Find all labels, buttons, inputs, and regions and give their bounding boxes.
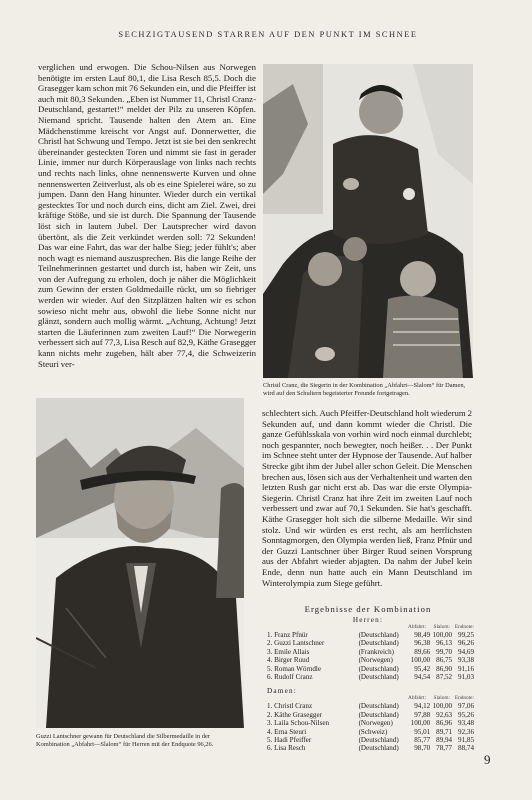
slalom-score: 86,96 [436,719,453,728]
final-score: 91,16 [458,664,474,673]
results-title: Ergebnisse der Kombination [304,604,432,614]
final-score: 93,48 [458,719,474,728]
slalom-score: 100,00 [432,702,453,711]
final-score: 96,26 [458,639,474,648]
col-head-slalom: Slalom: [433,624,450,630]
final-score: 88,74 [458,744,474,753]
final-score: 92,36 [458,727,474,736]
athlete-name: 6. Rudolf Cranz [267,672,313,681]
downhill-score: 97,88 [414,710,431,719]
athlete-nation: (Norwegen) [358,719,393,728]
athlete-nation: (Schweiz) [358,727,388,736]
athlete-nation: (Deutschland) [358,672,399,681]
body-text-left-column: verglichen und erwogen. Die Schou-Nilsen aus Norwegen benötigte im ersten Lauf 80,1, die Lisa Resch 85,5. Doch die Grasegger kam schon mit 76 Sekunden ein, und die Pfeiffer ist auch mit 80,3 Sekunden. „Eben ist Nummer 11, Christl Cranz-Deutschland, gestartet!“ meldet der Pilz zu unseren Köpfen. Niemand spricht. Tausende halten den Atem an. Eine Mädchenstimme kreischt vor Angst auf. Donnerwetter, die Christl hat Schwung und Tempo. Jetzt ist sie bei den senkrecht übereinander gesteckten Toren und nimmt sie fast in gerader Linie, immer nur durch Körperauslage von links nach rechts und rechts nach links, ohne nennenswerte Kurven und ohne nennenswerten Zeitverlust, als ob es eine Spielerei wäre, so zu jumpen. Dann den Hang hinunter. Wieder durch ein vertikal gestecktes Tor und noch durch eins, dicht am Ziel. Zwei, drei kräftige Stöße, und sie ist durch. Die Spannung der Tausende löst sich in lautem Jubel. Der Lautsprecher wird davon übertönt, als die Zeit verkündet werden soll: 72 Sekunden! Das war eine Fahrt, das war der halbe Sieg; jeder fühlt's; aber noch wagt es niemand auszusprechen. Bis die lange Reihe der Teilnehmerinnen gestartet und durch ist, haben wir Zeit, uns von der Aufregung zu erholen, doch je näher die Möglichkeit zum Gewinn der ersten Goldmedaille rückt, um so fiebriger werden wir wieder. Auf den Sitzplätzen halten wir es schon sowieso nicht mehr aus, obwohl die liebe Sonne nicht nur glänzt, sondern auch mollig wärmt. „Achtung, Achtung! Jetzt starten die Läuferinnen zum zweiten Lauf!“ Die Norwegerin verbessert sich auf 77,3, Lisa Resch auf 82,9, Käthe Grasegger kann nichts mehr zugeben, hält aber 77,4, die Schweizerin Steuri ver- [38,62,256,369]
athlete-name-column [262,702,359,752]
photo-guzzi-lantschner-image [36,398,244,728]
athlete-name: 2. Käthe Grasegger [267,710,322,719]
running-head: SECHZIGTAUSEND STARREN AUF DEN PUNKT IM SCHNEE [118,30,418,39]
downhill-score-column [408,702,430,752]
women-results [262,702,474,752]
women-label: Damen: [267,687,297,696]
slalom-score-column [430,702,452,752]
photo-christl-cranz-carried [263,64,473,378]
slalom-score: 89,94 [436,735,453,744]
downhill-score: 85,77 [414,735,431,744]
slalom-score: 99,70 [436,647,453,656]
athlete-name: 4. Erna Steuri [267,727,307,736]
athlete-nation: (Deutschland) [358,702,399,711]
slalom-score: 89,71 [436,727,453,736]
col-head-slalom: Slalom: [433,695,450,702]
athlete-nation: (Norwegen) [358,656,393,665]
athlete-name: 5. Hadi Pfeiffer [267,735,312,744]
athlete-nation: (Deutschland) [358,744,399,753]
final-score-column [452,702,474,752]
page-number: 9 [484,752,491,767]
photo-christl-cranz-carried-image [263,64,473,378]
slalom-score: 96,13 [436,639,453,648]
slalom-score: 78,77 [436,744,453,753]
athlete-name-column [262,631,359,681]
body-text-right-column: schlechtert sich. Auch Pfeiffer-Deutschland holt wiederum 2 Sekunden auf, und dann kommt wieder die Christl. Die ganze Gefühlsskala von vorhin wird noch einmal durchlebt; noch gespannter, noch bewegter, noch heißer. . . Der Punkt im Schnee steht unter der Hypnose der Tausende. Auf halber Strecke gibt ihm der Jubel aller schon Geleit. Die Menschen brechen aus, lösen sich aus der Verhaltenheit und warten den letzten Rush gar nicht erst ab. Das war die erste Olympia-Siegerin. Christl Cranz hat ihre Zeit im zweiten Lauf noch verbessert und zwar auf 70,1 Sekunden. Sie hat's geschafft. Käthe Grasegger holt sich die silberne Medaille. Wir sind stolz. Und wir würden es erst recht, als am herrlichsten Sonntagmorgen, den Olympia werden ließ, Franz Pfnür und der Guzzi Lantschner über Birger Ruud seinen Vorsprung aus der Abfahrt wieder abjagten. Da nahm der Jubel kein Ende, denn nun hatte auch ein Mann Deutschland im Winterolympia zum Siege geführt. [262,408,472,588]
final-score: 94,69 [458,647,474,656]
col-head-downhill: Abfahrt: [408,624,426,630]
athlete-nation: (Frankreich) [358,647,395,656]
athlete-nation: (Deutschland) [358,664,399,673]
athlete-name: 6. Lisa Resch [267,744,306,753]
slalom-score: 86,75 [436,656,453,665]
athlete-nation-column [359,702,409,752]
downhill-score: 98,70 [414,744,431,753]
men-results [262,631,474,681]
col-head-final: Endnote: [454,624,474,630]
final-score: 95,26 [458,710,474,719]
slalom-score: 86,90 [436,664,453,673]
men-column-headers [262,624,474,631]
athlete-nation: (Deutschland) [358,639,399,648]
slalom-score: 87,52 [436,672,453,681]
downhill-score: 98,49 [414,631,431,639]
photo-guzzi-lantschner [36,398,244,728]
final-score-column [452,631,474,681]
slalom-score-column [430,631,452,681]
downhill-score: 100,00 [410,656,431,665]
downhill-score-column [408,631,430,681]
downhill-score: 100,00 [410,719,431,728]
final-score: 93,38 [458,656,474,665]
athlete-nation-column [359,631,409,681]
athlete-name: 1. Christl Cranz [267,702,313,711]
col-head-downhill: Abfahrt: [408,695,426,702]
athlete-nation: (Deutschland) [358,735,399,744]
final-score: 91,85 [458,735,474,744]
final-score: 91,03 [458,672,474,681]
athlete-name: 3. Laila Schou-Nilsen [267,719,330,728]
athlete-name: 4. Birger Ruud [267,656,310,665]
men-label: Herren: [352,616,384,624]
slalom-score: 100,00 [432,631,453,639]
athlete-name: 2. Guzzi Lantschner [267,639,325,648]
caption-top-photo: Christl Cranz, die Siegerin in der Kombination „Abfahrt—Slalom“ für Damen, wird auf den Schultern begeisterter Freunde fortgetragen. [263,382,466,398]
athlete-name: 1. Franz Pfnür [267,631,308,639]
col-head-final: Endnote: [454,695,474,702]
athlete-name: 3. Emile Allais [267,647,310,656]
final-score: 99,25 [458,631,474,639]
athlete-nation: (Deutschland) [358,631,399,639]
downhill-score: 95,01 [414,727,431,736]
women-column-headers [262,695,474,702]
athlete-name: 5. Roman Wörndle [267,664,322,673]
athlete-nation: (Deutschland) [358,710,399,719]
downhill-score: 94,12 [414,702,431,711]
final-score: 97,06 [458,702,474,711]
downhill-score: 95,42 [414,664,431,673]
results-table [262,604,474,753]
slalom-score: 92,63 [436,710,453,719]
caption-bottom-photo: Guzzi Lantschner gewann für Deutschland die Silbermedaille in der Kombination „Abfahrt—Slalom“ für Herren mit der Endquote 96,26. [36,733,214,749]
downhill-score: 94,54 [414,672,431,681]
downhill-score: 96,38 [414,639,431,648]
downhill-score: 89,66 [414,647,431,656]
